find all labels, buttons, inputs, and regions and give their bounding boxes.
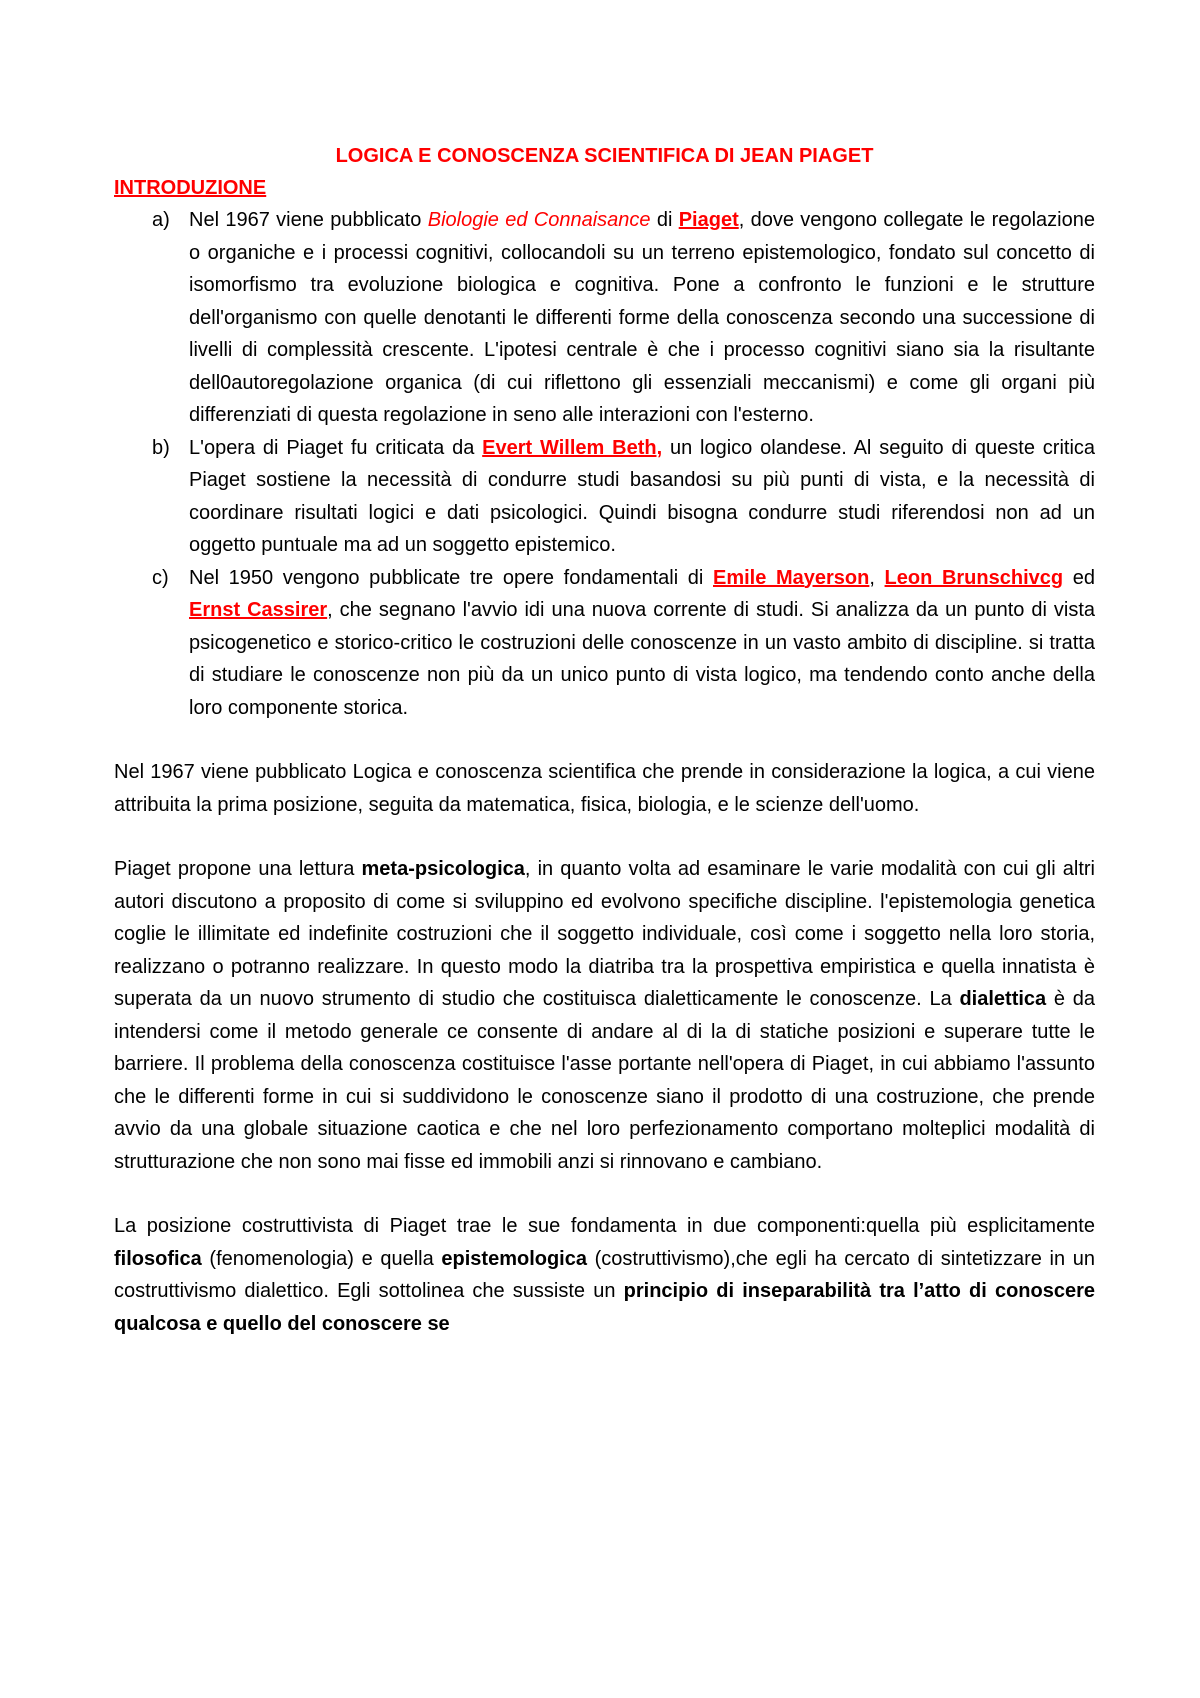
p3-bold-filosofica: filosofica [114, 1247, 202, 1270]
item-c-sep-1: , [869, 566, 885, 589]
paragraph-costruttivista [114, 1210, 1095, 1340]
link-evert-willem-beth[interactable]: Evert Willem Beth, [482, 436, 663, 459]
p2-text-2: , in quanto volta ad esaminare le varie modalità con cui gli altri autori discutono a proposito di come si sviluppino ed evolvono specifiche discipline. l'epistemologia genetica coglie le illimitate ed indefinite costruzioni che il soggetto individuale, così come i soggetto nella loro storia, realizzano o potranno realizzare. In questo modo la diatriba tra la prospettiva empiristica e quella innatista è superata da un nuovo strumento di studio che costituisca dialetticamente le conoscenze. La [114, 858, 1095, 1010]
p2-text-3: è da intendersi come il metodo generale ce consente di andare al di la di statiche posizioni e superare tutte le barriere. Il problema della conoscenza costituisce l'asse portante nell'opera di Piaget, in cui abbiamo l'assunto che le differenti forme in cui si suddividono le conoscenze siano il prodotto di una costruzione, che prende avvio da una globale situazione caotica e che nel loro perfezionamento comportano molteplici modalità di strutturazione che non sono mai fisse ed immobili anzi si rinnovano e cambiano. [114, 988, 1095, 1173]
p2-bold-meta-psicologica: meta-psicologica [361, 858, 525, 880]
paragraph-logica: Nel 1967 viene pubblicato Logica e conoscenza scientifica che prende in considerazione la logica, a cui viene attribuita la prima posizione, seguita da matematica, fisica, biologia, e le scienze dell'uomo. [114, 761, 1095, 816]
p3-text-2: (fenomenologia) e quella [201, 1247, 442, 1270]
p3-bold-epistemologica: epistemologica [441, 1247, 587, 1270]
link-emile-mayerson[interactable]: Emile Mayerson [713, 566, 870, 589]
paragraph-meta-psicologica [114, 853, 1095, 1178]
introduction-list [114, 204, 1095, 724]
section-heading-introduzione: INTRODUZIONE [114, 177, 267, 199]
item-b-text-2: un logico olandese. Al seguito di queste critica Piaget sostiene la necessità di condurre studi basandosi su più punti di vista, e la necessità di coordinare risultati logici e dati psicologici. Quindi bisogna condurre studi riferendosi non ad un oggetto puntuale ma ad un soggetto epistemico. [189, 436, 1096, 556]
list-item-b [114, 432, 1095, 562]
link-leon-brunschivcg[interactable]: Leon Brunschivcg [884, 566, 1064, 589]
item-c-text-2: , che segnano l'avvio idi una nuova corrente di studi. Si analizza da un punto di vista psicogenetico e storico-critico le costruzioni delle conoscenze in un vasto ambito di discipline. si tratta di studiare le conoscenze non più da un unico punto di vista logico, ma tendendo conto anche della loro componente storica. [189, 599, 1095, 719]
item-c-sep-2: ed [1063, 566, 1095, 589]
p2-text-1: Piaget propone una lettura [114, 858, 362, 880]
item-a-text-3: , dove vengono collegate le regolazione o organiche e i processi cognitivi, collocandoli su un terreno epistemologico, fondato sul concetto di isomorfismo tra evoluzione biologica e cognitiva. Pone a confronto le funzioni e le strutture dell'organismo con quelle denotanti le differenti forme della conoscenza secondo una successione di livelli di complessità crescente. L'ipotesi centrale è che i processo cognitivi siano sia la risultante dell0autoregolazione organica (di cui riflettono gli essenziali meccanismi) e come gli organi più differenziati di questa regolazione in seno alle interazioni con l'esterno. [189, 209, 1095, 426]
item-c-text-1: Nel 1950 vengono pubblicate tre opere fondamentali di [189, 566, 713, 589]
document-title: LOGICA E CONOSCENZA SCIENTIFICA DI JEAN PIAGET [335, 145, 874, 167]
item-a-text-2: di [650, 209, 679, 231]
p2-bold-dialettica: dialettica [959, 988, 1047, 1010]
list-marker-b: b) [152, 436, 170, 459]
list-item-c [114, 562, 1095, 725]
book-title-biologie: Biologie ed Connaisance [427, 209, 651, 231]
list-item-a [114, 204, 1095, 432]
p3-text-1: La posizione costruttivista di Piaget trae le sue fondamenta in due componenti:quella più esplicitamente [114, 1215, 1095, 1237]
p3-bold-principio: principio di inseparabilità tra l’atto di conoscere qualcosa e quello del conoscere se [114, 1280, 1096, 1335]
link-ernst-cassirer[interactable]: Ernst Cassirer [189, 599, 328, 621]
link-piaget[interactable]: Piaget [678, 209, 739, 231]
item-b-text-1: L'opera di Piaget fu criticata da [189, 436, 483, 459]
list-marker-a: a) [152, 209, 170, 231]
item-a-text-1: Nel 1967 viene pubblicato [189, 209, 428, 231]
p3-text-3: (costruttivismo),che egli ha cercato di sintetizzare in un costruttivismo dialettico. Egli sottolinea che sussiste un [114, 1247, 1095, 1302]
list-marker-c: c) [152, 566, 169, 589]
